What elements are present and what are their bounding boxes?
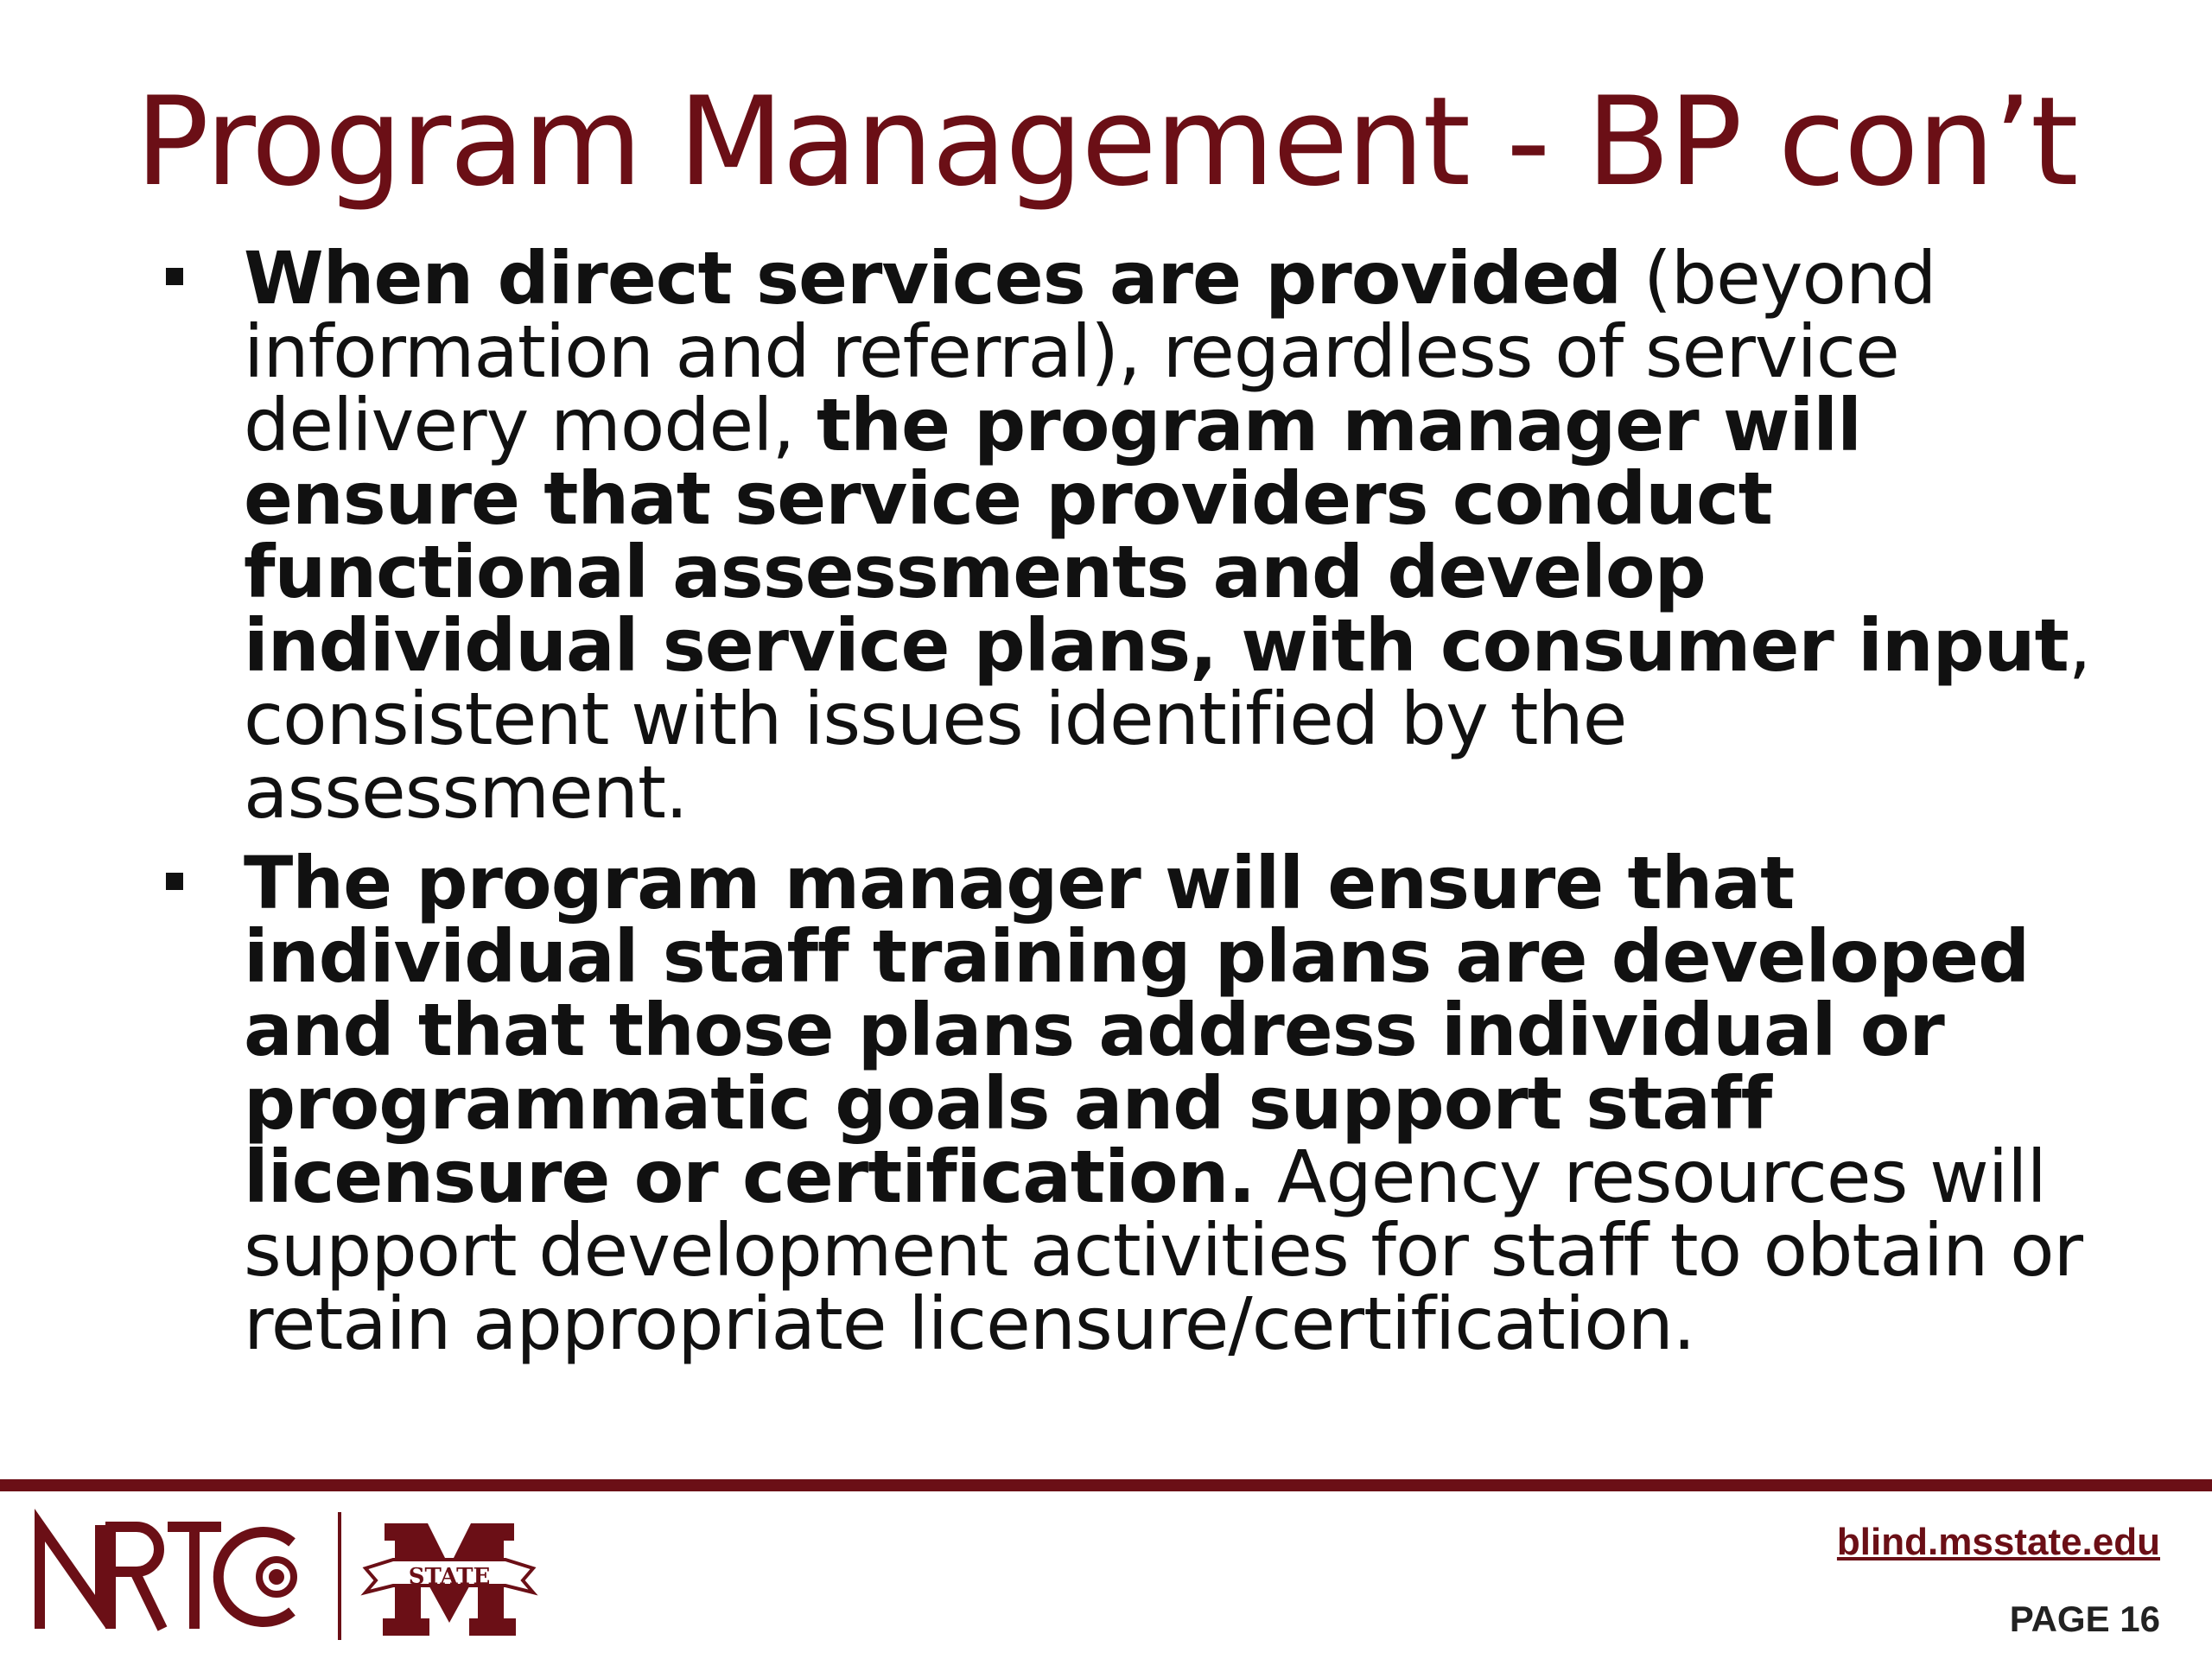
page-number: PAGE 16	[2009, 1599, 2160, 1639]
bullet-2-bold: The program manager will ensure that individual staff training plans are developed and that those plans address individual or programmatic goals and support staff licensure or certification.	[244, 841, 2030, 1219]
bullet-2-text: Agency resources will support development activities for staff to obtain or retain appropriate licensure/certification.	[244, 1135, 2083, 1366]
square-bullet-icon	[166, 268, 183, 285]
logo-divider	[338, 1512, 341, 1640]
square-bullet-icon	[166, 873, 183, 890]
bullet-1-text-b: , consistent with issues identified by the assessment.	[244, 603, 2091, 835]
bullet-1-bold-main: the program manager will ensure that service providers conduct functional assessments and develop individual service plans, with consumer input	[244, 383, 2069, 688]
msstate-logo	[359, 1515, 540, 1640]
footer-divider	[0, 1479, 2212, 1491]
bullet-list	[156, 236, 2091, 1378]
bullet-1-bold-lead: When direct services are provided	[244, 236, 1622, 321]
bullet-item-1	[156, 236, 2091, 835]
msstate-logo-text: STATE	[408, 1564, 491, 1590]
bullet-item-2	[156, 841, 2091, 1366]
nrtc-logo	[33, 1508, 318, 1637]
bullet-1-text-a: (beyond information and referral), regardless of service delivery model,	[244, 236, 1936, 467]
slide-title: Program Management - BP con’t	[135, 71, 2077, 213]
website-link[interactable]: blind.msstate.edu	[1836, 1521, 2160, 1563]
